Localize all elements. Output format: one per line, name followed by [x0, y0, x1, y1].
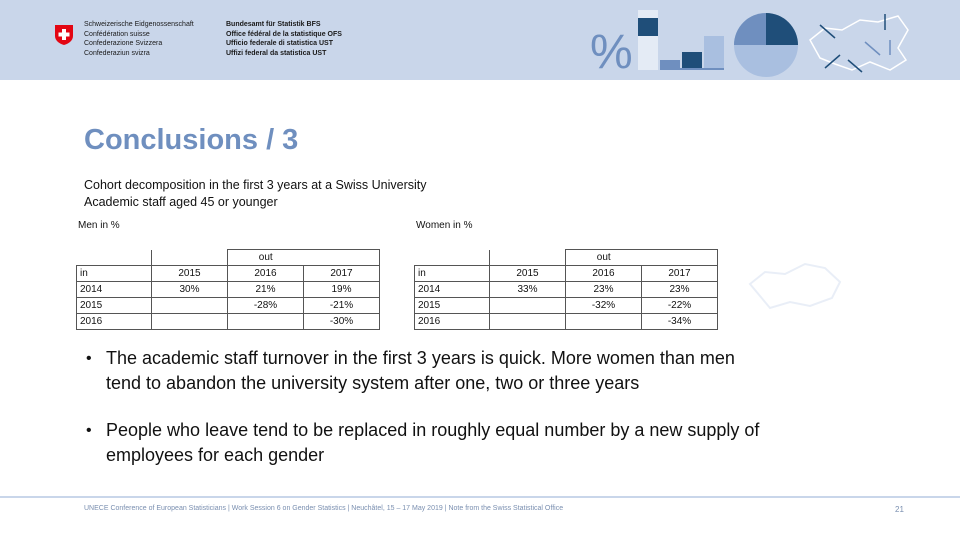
pie-chart-icon	[734, 13, 798, 77]
agency-name-it: Confederazione Svizzera	[84, 40, 163, 47]
table-group-header-row	[77, 250, 380, 266]
table-cell: 23%	[642, 282, 718, 298]
footer-text: UNECE Conference of European Statisticians | Work Session 6 on Gender Statistics | Neuchâtel, 15 – 17 May 2019 | Note from the Swiss Statistical Office	[84, 505, 564, 512]
table-group-header-filler	[642, 250, 718, 266]
office-name-it: Ufficio federale di statistica UST	[226, 40, 333, 47]
table-cell: 33%	[490, 282, 566, 298]
row-header-label: in	[415, 266, 490, 282]
table-cell	[490, 314, 566, 330]
slide-subtitle	[84, 177, 427, 211]
slide-title: Conclusions / 3	[84, 124, 299, 156]
row-label: 2015	[415, 298, 490, 314]
table-cell: -34%	[642, 314, 718, 330]
table-group-header-row	[415, 250, 718, 266]
column-header: 2017	[642, 266, 718, 282]
row-label: 2015	[77, 298, 152, 314]
column-header: 2015	[152, 266, 228, 282]
row-header-label: in	[77, 266, 152, 282]
table-cell: 30%	[152, 282, 228, 298]
table-cell: -21%	[304, 298, 380, 314]
table-cell	[228, 314, 304, 330]
office-name-rm: Uffizi federal da statistica UST	[226, 49, 327, 57]
table-cell	[566, 314, 642, 330]
table-cell: -22%	[642, 298, 718, 314]
table-cell: 23%	[566, 282, 642, 298]
column-header: 2016	[228, 266, 304, 282]
table-cell: 21%	[228, 282, 304, 298]
footer-divider	[0, 496, 960, 498]
women-table-caption: Women in %	[416, 220, 473, 231]
office-name-fr: Office fédéral de la statistique OFS	[226, 30, 342, 38]
header-graphics	[580, 0, 960, 80]
agency-names	[84, 20, 194, 58]
bullet-item: • People who leave tend to be replaced in roughly equal number by a new supply of employees for each gender	[84, 418, 774, 468]
agency-name-fr: Confédération suisse	[84, 30, 150, 38]
table-row	[77, 298, 380, 314]
agency-name-rm: Confederaziun svizra	[84, 49, 150, 57]
subtitle-line-1: Cohort decomposition in the first 3 years at a Swiss University	[84, 178, 427, 192]
subtitle-line-2: Academic staff aged 45 or younger	[84, 195, 278, 209]
table-row	[415, 282, 718, 298]
table-cell	[152, 298, 228, 314]
row-label: 2016	[415, 314, 490, 330]
percent-symbol: %	[590, 26, 633, 79]
table-group-header-filler	[304, 250, 380, 266]
women-cohort-table	[414, 249, 718, 330]
page-number: 21	[895, 505, 904, 514]
office-name-de: Bundesamt für Statistik BFS	[226, 21, 321, 28]
table-corner-cell	[415, 250, 490, 266]
men-table-caption: Men in %	[78, 220, 120, 231]
bullet-list	[84, 346, 774, 468]
table-header-row	[415, 266, 718, 282]
table-row	[415, 298, 718, 314]
table-corner-cell	[152, 250, 228, 266]
column-header: 2017	[304, 266, 380, 282]
row-label: 2016	[77, 314, 152, 330]
table-row	[77, 282, 380, 298]
row-label: 2014	[77, 282, 152, 298]
table-cell: 19%	[304, 282, 380, 298]
swiss-map-watermark-icon	[740, 254, 850, 314]
men-cohort-table	[76, 249, 380, 330]
swiss-map-arrows-icon	[810, 14, 908, 72]
agency-name-de: Schweizerische Eidgenossenschaft	[84, 21, 194, 28]
swiss-flag-icon	[54, 24, 74, 46]
table-cell	[152, 314, 228, 330]
bar-chart-icon	[638, 10, 724, 70]
column-header: 2016	[566, 266, 642, 282]
table-cell: -28%	[228, 298, 304, 314]
table-corner-cell	[77, 250, 152, 266]
table-header-row	[77, 266, 380, 282]
table-group-header: out	[566, 250, 642, 266]
table-corner-cell	[490, 250, 566, 266]
table-row	[77, 314, 380, 330]
table-group-header: out	[228, 250, 304, 266]
table-cell: -30%	[304, 314, 380, 330]
table-cell: -32%	[566, 298, 642, 314]
row-label: 2014	[415, 282, 490, 298]
header-banner	[0, 0, 960, 80]
table-cell	[490, 298, 566, 314]
table-row	[415, 314, 718, 330]
column-header: 2015	[490, 266, 566, 282]
bullet-item: • The academic staff turnover in the first 3 years is quick. More women than men tend to abandon the university system after one, two or three years	[84, 346, 774, 396]
office-names	[226, 20, 342, 58]
